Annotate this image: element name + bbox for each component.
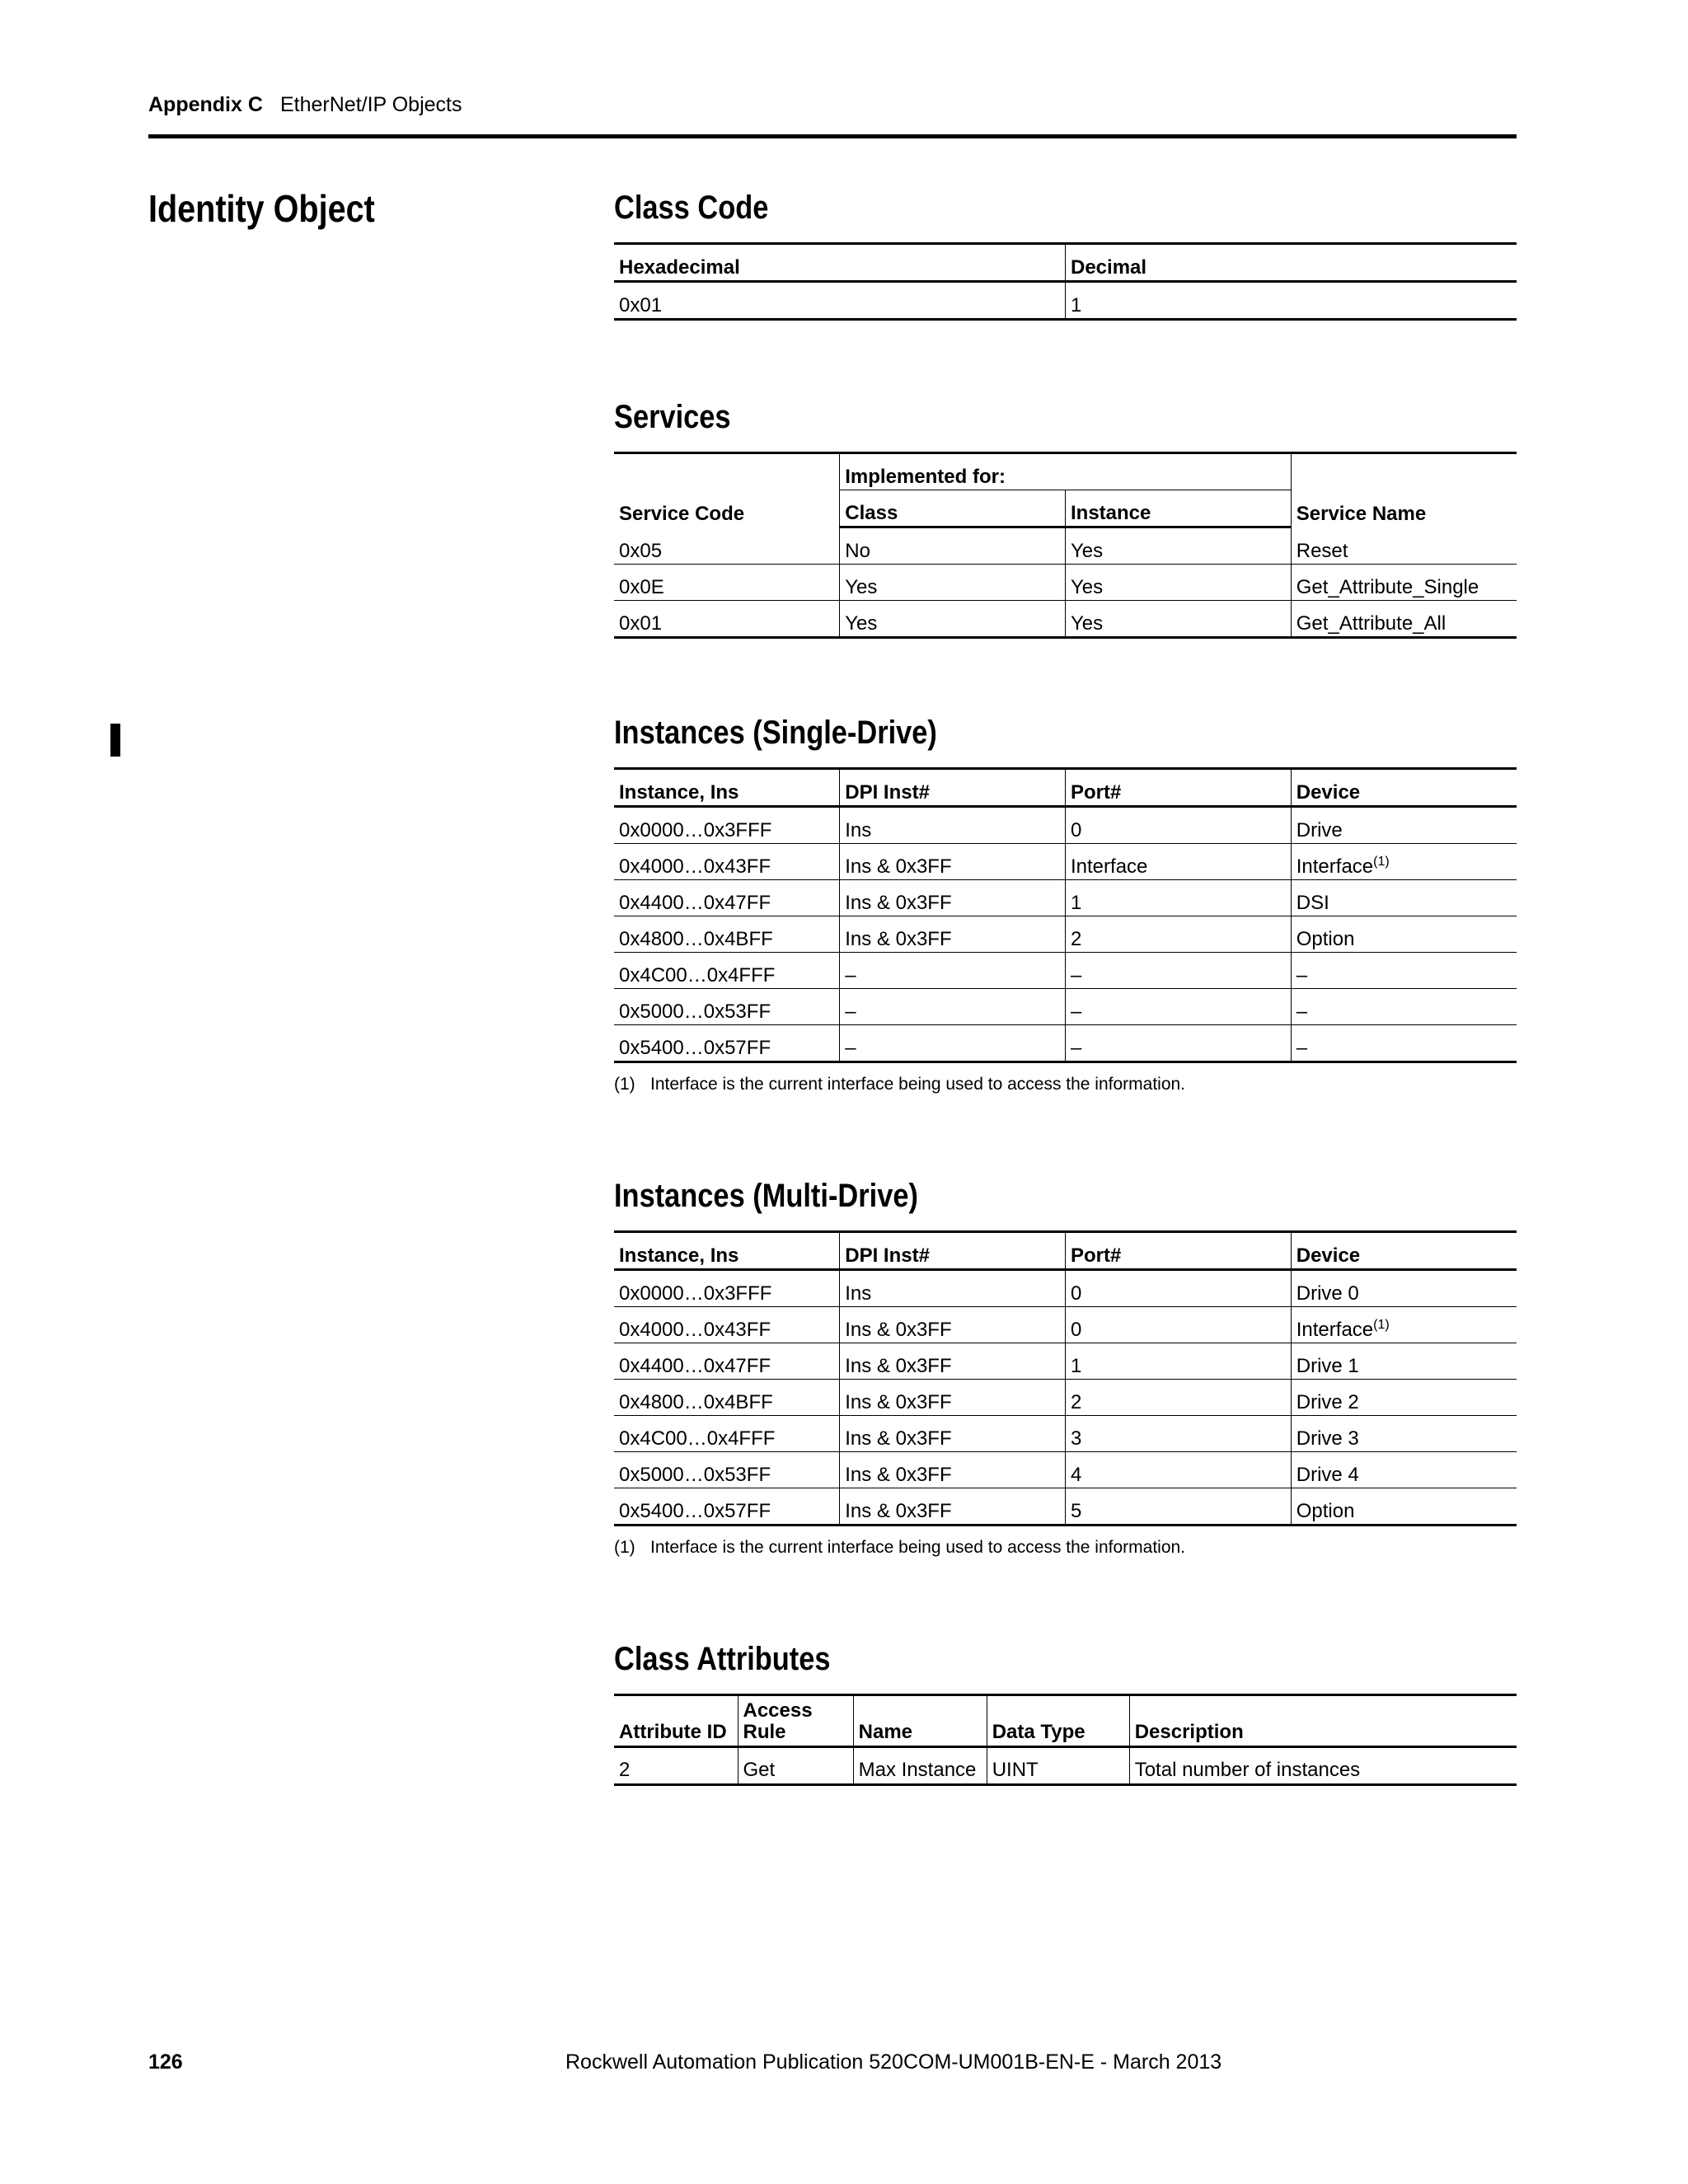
class-attributes-rows [614,1746,1517,1784]
header-port: Port# [1066,769,1292,807]
table-cell [1291,989,1517,1025]
instances-single-table [614,767,1517,1063]
table-cell [614,1452,840,1488]
services-rows [614,527,1517,638]
table-cell [1066,565,1292,601]
header-data-type: Data Type [987,1695,1129,1747]
table-cell [840,527,1066,565]
table-cell [840,1416,1066,1452]
cell-text: Yes [1071,539,1104,562]
header-hexadecimal: Hexadecimal [614,244,1066,282]
class-code-section [614,191,1517,321]
cell-text: – [1071,1036,1082,1059]
table-cell [1291,527,1517,565]
table-cell [614,880,840,916]
cell-text: 1 [1071,1354,1082,1377]
table-cell [853,1746,987,1784]
cell-text: 3 [1071,1427,1082,1450]
cell-text: No [845,539,870,562]
cell-text: 0x5000…0x53FF [619,1463,771,1486]
cell-text: Get_Attribute_All [1296,612,1447,635]
cell-text: – [845,963,856,987]
table-cell [840,1380,1066,1416]
cell-text: 0x5000…0x53FF [619,1000,771,1023]
cell-text: Yes [845,612,878,635]
footnote-number: (1) [614,1075,635,1094]
services-title: Services [614,399,731,435]
cell-text: 0x5400…0x57FF [619,1036,771,1059]
table-row [614,989,1517,1025]
table-row [614,527,1517,565]
class-code-rows [614,282,1517,320]
table-cell [840,565,1066,601]
cell-text: Ins & 0x3FF [845,855,952,878]
header-description: Description [1129,1695,1517,1747]
table-cell [1066,1488,1292,1526]
header-instance-ins: Instance, Ins [614,769,840,807]
table-cell [1291,1488,1517,1526]
header-instance-ins: Instance, Ins [614,1232,840,1270]
cell-text: – [1296,1036,1308,1059]
cell-text: Drive 4 [1296,1463,1359,1486]
cell-text: DSI [1296,891,1329,914]
cell-text: – [1071,1000,1082,1023]
table-cell [614,1416,840,1452]
table-row [614,565,1517,601]
cell-text: Option [1296,1499,1355,1522]
table-cell [614,527,840,565]
table-row [614,880,1517,916]
table-row [614,1025,1517,1062]
table-cell [1066,1343,1292,1380]
footnote-text: Interface is the current interface being used to access the information. [650,1538,1186,1557]
table-cell [1291,1307,1517,1343]
table-row [614,844,1517,880]
table-cell [1066,1416,1292,1452]
cell-text: 0x4C00…0x4FFF [619,963,776,987]
cell-text: Interface [1071,855,1148,878]
table-cell [614,989,840,1025]
table-row [614,1746,1517,1784]
footnote [614,1075,1517,1094]
table-cell [1291,1025,1517,1062]
instances-multi-title: Instances (Multi-Drive) [614,1178,918,1214]
table-cell [1066,282,1517,320]
cell-text: 0x0000…0x3FFF [619,818,772,841]
publication-info: Rockwell Automation Publication 520COM-UM001B-EN-E - March 2013 [565,2050,1222,2074]
table-cell [1066,1307,1292,1343]
header-name: Name [853,1695,987,1747]
cell-text: Interface [1296,855,1374,878]
cell-text: 2 [1071,1390,1082,1413]
table-cell [1066,989,1292,1025]
table-cell [1066,1270,1292,1307]
instances-multi-table [614,1230,1517,1526]
header-implemented-for: Implemented for: [840,453,1292,490]
instances-single-rows [614,807,1517,1062]
cell-text: 0 [1071,818,1082,841]
table-cell [614,1380,840,1416]
services-table [614,452,1517,639]
cell-text: Drive [1296,818,1343,841]
cell-text: 0x4000…0x43FF [619,1318,771,1341]
table-cell [840,880,1066,916]
cell-text: Drive 2 [1296,1390,1359,1413]
cell-text: Option [1296,927,1355,950]
table-cell [614,565,840,601]
cell-text: 0x01 [619,612,663,635]
table-cell [840,953,1066,989]
table-cell [1066,1452,1292,1488]
table-row [614,1270,1517,1307]
table-cell [614,1307,840,1343]
table-cell [840,989,1066,1025]
services-section [614,401,1517,639]
cell-text: 0 [1071,1318,1082,1341]
table-cell [1066,1025,1292,1062]
cell-text: 1 [1071,891,1082,914]
table-row [614,1488,1517,1526]
cell-text: Reset [1296,539,1348,562]
table-row [614,916,1517,953]
cell-text: 0x4800…0x4BFF [619,1390,773,1413]
cell-text: Total number of instances [1134,1759,1361,1782]
cell-text: Get [743,1759,776,1782]
table-row [614,1343,1517,1380]
cell-text: 0x4400…0x47FF [619,1354,771,1377]
instances-single-title: Instances (Single-Drive) [614,715,937,751]
cell-text: 0x4800…0x4BFF [619,927,773,950]
cell-text: – [845,1000,856,1023]
cell-text: UINT [992,1759,1039,1782]
cell-text: Ins & 0x3FF [845,927,952,950]
cell-text: Ins & 0x3FF [845,1390,952,1413]
cell-text: Drive 3 [1296,1427,1359,1450]
table-cell [614,1270,840,1307]
footnote-ref: (1) [1373,1317,1390,1332]
table-cell [1291,1270,1517,1307]
header-access-rule: Access Rule [738,1695,853,1747]
cell-text: Get_Attribute_Single [1296,575,1479,598]
page-header [148,93,1517,138]
table-cell [1291,565,1517,601]
table-cell [614,1343,840,1380]
header-decimal: Decimal [1066,244,1517,282]
cell-text: Ins & 0x3FF [845,1499,952,1522]
table-cell [987,1746,1129,1784]
table-cell [840,1343,1066,1380]
table-cell [1066,807,1292,844]
table-cell [1291,953,1517,989]
footnote [614,1538,1517,1558]
cell-text: Drive 0 [1296,1282,1359,1305]
side-title: Identity Object [148,187,375,230]
header-port: Port# [1066,1232,1292,1270]
table-cell [840,1488,1066,1526]
table-cell [1129,1746,1517,1784]
table-cell [1291,880,1517,916]
table-cell [1066,601,1292,638]
cell-text: 1 [1071,293,1082,316]
cell-text: 0x01 [619,293,663,316]
header-service-name: Service Name [1291,453,1517,527]
instances-single-section [614,716,1517,1094]
header-dpi-inst: DPI Inst# [840,769,1066,807]
cell-text: 0x4400…0x47FF [619,891,771,914]
cell-text: Yes [1071,612,1104,635]
table-cell [614,953,840,989]
cell-text: Yes [845,575,878,598]
cell-text: 0x05 [619,539,663,562]
cell-text: – [1071,963,1082,987]
cell-text: Max Instance [858,1759,977,1782]
instances-multi-section [614,1179,1517,1558]
table-cell [840,1307,1066,1343]
table-cell [1066,880,1292,916]
table-cell [614,601,840,638]
table-row [614,807,1517,844]
table-row [614,1380,1517,1416]
table-cell [738,1746,853,1784]
table-cell [1066,916,1292,953]
cell-text: 0x0E [619,575,664,598]
footnote-ref: (1) [1373,854,1390,869]
table-cell [614,1746,738,1784]
table-cell [1291,601,1517,638]
cell-text: 0 [1071,1282,1082,1305]
cell-text: 0x5400…0x57FF [619,1499,771,1522]
table-row [614,1416,1517,1452]
cell-text: Ins [845,818,872,841]
cell-text: 0x4C00…0x4FFF [619,1427,776,1450]
cell-text: Interface [1296,1318,1374,1341]
table-cell [614,1025,840,1062]
table-cell [1291,1416,1517,1452]
class-code-table [614,242,1517,321]
cell-text: Ins & 0x3FF [845,1354,952,1377]
cell-text: – [1296,1000,1308,1023]
footnote-number: (1) [614,1538,635,1557]
table-cell [1291,916,1517,953]
table-cell [1066,844,1292,880]
header-attribute-id: Attribute ID [614,1695,738,1747]
table-cell [1291,1380,1517,1416]
table-cell [840,844,1066,880]
change-bar [110,724,120,757]
footnote-text: Interface is the current interface being used to access the information. [650,1075,1186,1094]
cell-text: 4 [1071,1463,1082,1486]
table-cell [840,601,1066,638]
table-cell [614,282,1066,320]
table-cell [840,916,1066,953]
class-attributes-table [614,1694,1517,1786]
cell-text: Ins & 0x3FF [845,1318,952,1341]
header-dpi-inst: DPI Inst# [840,1232,1066,1270]
class-code-title: Class Code [614,190,769,226]
header-device: Device [1291,769,1517,807]
cell-text: – [1296,963,1308,987]
cell-text: Ins & 0x3FF [845,1427,952,1450]
cell-text: 0x0000…0x3FFF [619,1282,772,1305]
class-attributes-title: Class Attributes [614,1641,831,1677]
table-row [614,953,1517,989]
header-title: EtherNet/IP Objects [280,93,462,116]
table-cell [614,807,840,844]
class-attributes-section [614,1643,1517,1786]
table-cell [840,1452,1066,1488]
page-number: 126 [148,2050,183,2074]
table-cell [1291,807,1517,844]
table-cell [840,807,1066,844]
table-cell [840,1025,1066,1062]
instances-multi-rows [614,1270,1517,1526]
cell-text: 0x4000…0x43FF [619,855,771,878]
cell-text: 5 [1071,1499,1082,1522]
appendix-label: Appendix C [148,93,263,116]
table-cell [1066,1380,1292,1416]
cell-text: Ins & 0x3FF [845,891,952,914]
cell-text: 2 [619,1759,631,1782]
table-cell [614,1488,840,1526]
cell-text: 2 [1071,927,1082,950]
table-cell [1066,953,1292,989]
header-class: Class [840,490,1066,527]
table-cell [1291,1452,1517,1488]
table-cell [1066,527,1292,565]
cell-text: Ins [845,1282,872,1305]
table-row [614,1452,1517,1488]
table-cell [1291,1343,1517,1380]
table-cell [614,916,840,953]
table-cell [614,844,840,880]
table-row [614,601,1517,638]
cell-text: Drive 1 [1296,1354,1359,1377]
table-row [614,282,1517,320]
header-service-code: Service Code [614,453,840,527]
cell-text: Yes [1071,575,1104,598]
cell-text: – [845,1036,856,1059]
header-device: Device [1291,1232,1517,1270]
table-cell [1291,844,1517,880]
table-row [614,1307,1517,1343]
cell-text: Ins & 0x3FF [845,1463,952,1486]
header-instance: Instance [1066,490,1292,527]
table-cell [840,1270,1066,1307]
